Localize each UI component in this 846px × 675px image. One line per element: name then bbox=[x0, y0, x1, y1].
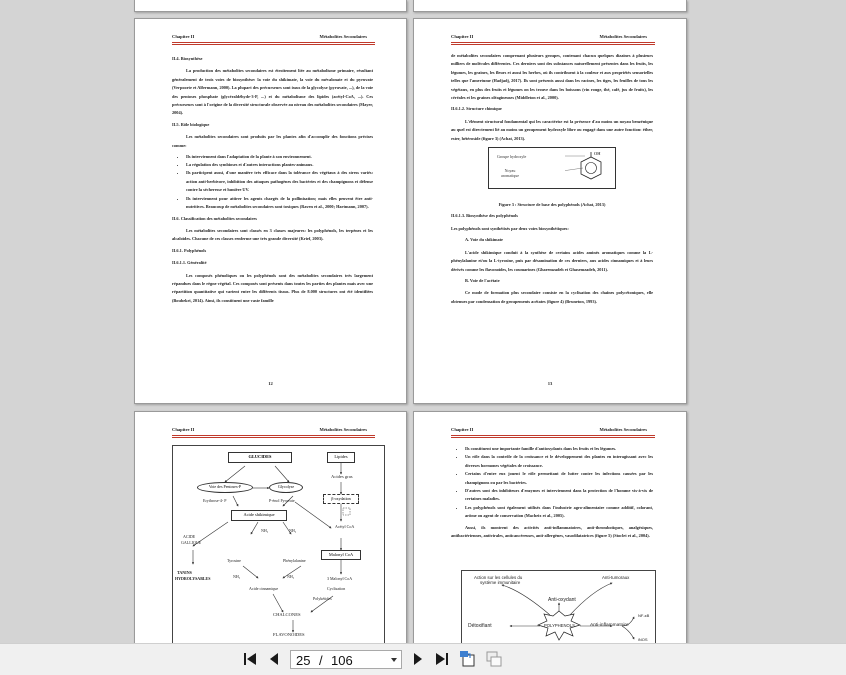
list-item: • Ils participent aussi, d'une manière très efficace dans la tolérance des végétaux à des stress variés: action anti-herbivore, inhibition des attaques pathogènes des bactéries et des champignons et défense contre la sécheresse et lumière UV. bbox=[186, 169, 373, 194]
detoxifiant-label: Détoxifiant bbox=[468, 623, 492, 629]
page-header bbox=[451, 427, 653, 435]
erythrose-label: Erythrose-4- P bbox=[203, 498, 227, 503]
section-title: II.6. Classification des métabolites secondaires bbox=[172, 215, 257, 221]
shikimique-node: Acide shikimique bbox=[231, 510, 287, 521]
figure-caption: Figure 3 : Structure de base des polyphénols (Achat, 2013) bbox=[498, 202, 606, 208]
section-title: II.5. Rôle biologique bbox=[172, 121, 210, 127]
nfkb-label: NF-κB bbox=[638, 613, 650, 618]
header-right: Métabolites Secondaires bbox=[599, 427, 647, 432]
list-item: • Certains d'entre eux jouent le rôle permettant de lutter contre les infections causées par les champignons ou par les bactéries. bbox=[465, 470, 653, 487]
section-title: A. Voie du shikimate bbox=[465, 237, 503, 243]
previous-page-button[interactable] bbox=[265, 650, 283, 668]
last-page-icon bbox=[434, 651, 450, 667]
page-15[interactable] bbox=[413, 411, 687, 643]
header-right: Métabolites Secondaires bbox=[599, 34, 647, 39]
acide-label: ACIDE bbox=[183, 534, 196, 539]
nh2-label: NH₂ bbox=[261, 528, 269, 533]
current-page-value[interactable]: 25 bbox=[296, 653, 311, 668]
chevron-down-icon[interactable] bbox=[391, 658, 397, 662]
paragraph: L'acide shikimique conduit à la synthèse de certains acides aminés aromatiques comme la L-phénylalanine et/ou la L-tyrosine, puis par désamination de ces derniers, aux acides cinnamiques et à leurs dérivés comme les flavonoïdes, les coumarines (Gharemzadeh et Ghasemzadeh, 2011). bbox=[451, 249, 653, 272]
pentoses-node: Voie des Pentoses-P bbox=[197, 482, 253, 493]
paragraph: Les composés phénoliques ou les polyphénols sont des métabolites secondaires très largement répandues dans le règne végétal. Ces composés sont présents dans toutes les parties des plantes mais avec une répartition quantitative qui varient entre les différents tissus. Plus de 8.000 structures ont été identifiées (Boubekri, 2014). Ainsi, ils constituent une vaste famille bbox=[172, 272, 373, 303]
paragraph: Les polyphénols sont synthétisés par deux voies biosynthétiques: bbox=[451, 225, 569, 231]
phenol-structure-figure bbox=[488, 147, 616, 189]
tanins-label: TANINS bbox=[177, 570, 192, 575]
list-item: • Ils interviennent dans l'adaptation de la plante à son environnement. bbox=[186, 153, 373, 161]
glycolyse-node: Glycolyse bbox=[269, 482, 303, 493]
header-rule bbox=[451, 42, 655, 45]
three-malonyl-label: 3 Malonyl CoA bbox=[327, 576, 353, 581]
page-number-select[interactable] bbox=[290, 650, 402, 669]
list-item: • Un rôle dans la contrôle de la croissance et le développement des plantes en interagissant avec les diverses hormones végétales de croissance. bbox=[465, 453, 653, 470]
page-13[interactable] bbox=[413, 18, 687, 404]
paragraph: L'élément structural fondamental qui les caractérise est la présence d'au moins un noyau benzénique au quel est directement lié au moins un groupement hydroxyle libre ou engagé dans une autre fonction: éther, ester, hétéroside (figure 3) (Achat, 2013). bbox=[451, 118, 653, 141]
paragraph: Aussi, ils montrent des activités anti-inflammatoires, anti-thrombotiques, analgésiques, antibactériennes, antivirales, anticancéreuses, anti-allergènes, vasodilatatrices (figure 5) (Stoclet et al., 2004). bbox=[451, 524, 653, 539]
gallique-label: GALLIQUE bbox=[181, 540, 202, 545]
page-text bbox=[451, 445, 653, 543]
header-left: Chapitre II bbox=[451, 34, 474, 39]
pep-label: P-énol Pyruvate bbox=[269, 498, 295, 503]
lipides-node: Lipides bbox=[327, 452, 355, 463]
hydrolysables-label: HYDROLYSABLES bbox=[175, 576, 211, 581]
chalcones-label: CHALCONES bbox=[273, 612, 301, 617]
action-label: système immunitaire bbox=[480, 580, 521, 585]
page-number: 12 bbox=[268, 381, 273, 386]
header-left: Chapitre II bbox=[172, 34, 195, 39]
nh3-label: NH₃ bbox=[233, 574, 241, 579]
page-stub-right[interactable] bbox=[413, 0, 687, 12]
beta-oxydation-node: β-oxydation bbox=[323, 494, 359, 504]
header-rule bbox=[172, 435, 375, 438]
list-item: • D'autres sont des inhibiteurs d'enzymes et interviennent dans la protection de l'homme vis-à-vis de certaines maladies. bbox=[465, 487, 653, 504]
fit-width-icon bbox=[485, 650, 503, 668]
figure-label: Groupe hydroxyle bbox=[497, 154, 527, 160]
oh-label: OH bbox=[594, 151, 601, 157]
acides-gras-label: Acides gras bbox=[331, 474, 353, 479]
bullet-list bbox=[451, 445, 653, 521]
biosynthesis-flowchart bbox=[172, 445, 385, 643]
page-14[interactable] bbox=[134, 411, 407, 643]
cyclisation-label: Cyclisation bbox=[327, 586, 346, 591]
section-title: B. Voie de l'acétate bbox=[465, 277, 500, 283]
anti-inflammatoire-label: Anti-inflammatoire bbox=[590, 623, 629, 628]
paragraph: Les métabolites secondaires sont classés en 3 classes majeures: les polyphénols, les terpènes et les alcaloïdes. Chacune de ces classes renferme une très grande diversité (Krief, 2003). bbox=[172, 227, 373, 242]
benzene-ring-icon bbox=[565, 150, 613, 188]
polyketides-label: Polykétides bbox=[313, 596, 332, 601]
cinnamique-label: Acide cinnamique bbox=[249, 586, 279, 591]
first-page-button[interactable] bbox=[241, 650, 259, 668]
inos-label: iNOS bbox=[638, 637, 648, 642]
section-title: II.4. Biosynthèse bbox=[172, 56, 203, 61]
list-item: • Ils interviennent pour attirer les agents chargés de la pollinisation; mais elles peuvent être anti-nutritives. Beaucoup de métabolites secondaires sont toxiques (Raven et al., 2000; Hartmann, 2007). bbox=[186, 195, 373, 212]
page-number: 13 bbox=[547, 381, 553, 386]
tyrosine-label: Tyrosine bbox=[227, 558, 241, 563]
first-page-icon bbox=[242, 651, 258, 667]
section-title: II.6.1.3. Biosynthèse des polyphénols bbox=[451, 213, 518, 219]
page-text bbox=[172, 52, 373, 308]
antioxydant-label: Anti-oxydant bbox=[548, 597, 576, 603]
page-header bbox=[172, 34, 373, 42]
paragraph: Ce mode de formation plus secondaire consiste en la cyclisation des chaînes polycétoniques, elle obtenues par condensation de groupements acétates (figure 4) (Bruneton, 1993). bbox=[451, 290, 653, 304]
next-page-button[interactable] bbox=[409, 650, 427, 668]
paragraph: de métabolites secondaires comprenant plusieurs groupes, contenant chacun quelques dizaines à plusieurs milliers de molécules différentes. Ces derniers sont des substances naturellement présentes dans les fruits, les légumes, les graines, les fleurs et aussi les herbes, où ils contribuent à la couleur et aux propriétés sensorielles telles que l'amertume (Hadjadj, 2017). Ils sont présents aussi dans les racines, les tiges, les feuilles de tous les végétaux, en plus des fruits et légumes on les trouve dans les boissons (vin rouge, thé, café, jus de fruits), les céréales et les graines oléagineuses (Middleton et al., 2000). bbox=[451, 53, 653, 101]
page-stub-left[interactable] bbox=[134, 0, 407, 12]
phenylalanine-label: Phénylalanine bbox=[283, 558, 306, 563]
list-item: • La régulation des symbioses et d'autres interactions plantes-animaux. bbox=[186, 161, 373, 169]
last-page-button[interactable] bbox=[433, 650, 451, 668]
list-item: • Ils constituent une importante famille d'antioxydants dans les fruits et les légumes. bbox=[465, 445, 653, 453]
next-page-icon bbox=[410, 651, 426, 667]
polyphenols-label: POLYPHENOLS bbox=[544, 623, 575, 628]
previous-page-icon bbox=[266, 651, 282, 667]
fit-page-icon bbox=[459, 650, 477, 668]
page-text bbox=[451, 52, 653, 309]
section-title: II.6.1.2. Structure chimique bbox=[451, 106, 502, 112]
paragraph: La production des métabolites secondaires est étroitement liée au métabolisme primaire, résultant généralement de trois voies de biosynthèse: la voie du shikimate, la voie du mévalonate et du pyruvate (Verpoorte et Alfermann, 2000). La plupart des précurseurs sont issus de la glycolyse (pyruvate, ...), de la voie des pentoses phosphate (glycéraldéhyde-3-P, ...) et du métabolisme des lipides (acétyl-CoA, ...). Ces précurseurs sont à l'origine de la diversité structurale observée au niveau des métabolites secondaires (Mayer, 2004). bbox=[172, 68, 373, 116]
page-header bbox=[451, 34, 653, 42]
glucides-node: GLUCIDES bbox=[228, 452, 292, 463]
antitumoral-label: Anti-tumoraux bbox=[602, 575, 630, 580]
malonyl-node: Malonyl CoA bbox=[321, 550, 361, 560]
polyphenol-activities-diagram bbox=[461, 570, 656, 643]
list-item: • Les polyphénols sont également utilisés dans l'industrie agro-alimentaire comme additif, colorant, arôme ou agent de conservation (Macheix et al., 2005). bbox=[465, 504, 653, 521]
page-separator: / bbox=[319, 653, 323, 668]
fit-width-button[interactable] bbox=[485, 650, 503, 668]
action-label: Action sur les cellules du bbox=[474, 575, 523, 580]
header-rule bbox=[451, 435, 655, 438]
nh2-label: NH₂ bbox=[289, 528, 297, 533]
bullet-list bbox=[172, 153, 373, 212]
header-left: Chapitre II bbox=[451, 427, 474, 432]
paragraph: Les métabolites secondaires sont produits par les plantes afin d'accomplir des fonctions précises comme: bbox=[172, 134, 373, 148]
header-right: Métabolites Secondaires bbox=[319, 34, 367, 39]
figure-label: Noyau aromatique bbox=[501, 168, 519, 179]
total-pages-value: 106 bbox=[331, 653, 353, 668]
page-header bbox=[172, 427, 373, 435]
header-right: Métabolites Secondaires bbox=[319, 427, 367, 432]
pdf-navigation-toolbar bbox=[0, 643, 846, 675]
flavonoides-label: FLAVONOIDES bbox=[273, 632, 305, 637]
header-rule bbox=[172, 42, 375, 45]
section-title: II.6.1. Polyphénols bbox=[172, 247, 207, 253]
acetyl-label: Acétyl CoA bbox=[335, 524, 355, 529]
section-title: II.6.1.1. Généralité bbox=[172, 260, 207, 266]
page-12[interactable] bbox=[134, 18, 407, 404]
fit-page-button[interactable] bbox=[459, 650, 477, 668]
nh3-label: NH₃ bbox=[287, 574, 295, 579]
header-left: Chapitre II bbox=[172, 427, 195, 432]
